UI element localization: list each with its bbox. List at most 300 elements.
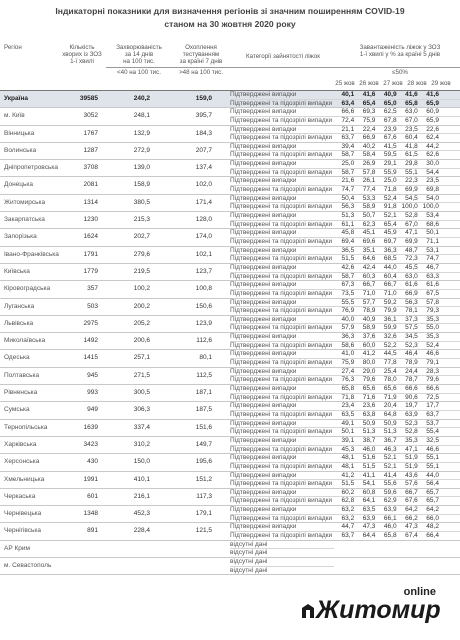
load-value: 80,0 (362, 359, 376, 367)
incidence-cell: 337,4 (133, 423, 150, 431)
load-value: 63,5 (362, 506, 376, 514)
load-value: 72,5 (426, 393, 439, 401)
load-value: 54,4 (426, 168, 439, 176)
region-name: Херсонська (4, 458, 40, 466)
load-values (333, 177, 460, 194)
load-value: 61,1 (341, 220, 355, 228)
load-value: 23,5 (405, 125, 418, 133)
load-row-confirmed-suspected (333, 151, 460, 160)
testing-cell: 80,1 (199, 354, 212, 362)
load-value: 55,0 (426, 324, 439, 332)
load-value: 50,9 (362, 419, 376, 427)
region-name: Житомирська (4, 198, 46, 206)
load-row-confirmed-suspected (333, 307, 460, 316)
category-confirmed-suspected: Підтверджені та підозрілі випадки (230, 99, 333, 107)
incidence-cell: 279,6 (133, 250, 150, 258)
load-value: 59,6 (383, 488, 397, 496)
table-row (0, 316, 460, 333)
category-cell (230, 281, 334, 298)
load-row-confirmed (333, 195, 460, 204)
load-value: 66,1 (383, 514, 397, 522)
load-values (333, 247, 460, 264)
date-1: 25 жов (335, 80, 355, 87)
load-value: 51,3 (362, 428, 376, 436)
load-value: 57,8 (426, 298, 439, 306)
category-cell (230, 333, 334, 350)
load-value: 66,6 (341, 108, 355, 116)
cases-cell: 1991 (83, 475, 98, 483)
load-value: 65,0 (383, 99, 397, 107)
load-value: 52,3 (405, 341, 418, 349)
load-value: 42,6 (341, 263, 355, 271)
load-value: 65,4 (383, 220, 397, 228)
category-confirmed-suspected: Підтверджені та підозрілі випадки (230, 376, 333, 384)
load-value: 67,0 (405, 220, 418, 228)
load-row-confirmed (333, 385, 460, 394)
load-value: 60,4 (383, 272, 397, 280)
load-value: 71,0 (362, 289, 376, 297)
load-value: 66,2 (405, 514, 418, 522)
load-values (333, 454, 460, 471)
load-value: 66,7 (362, 281, 376, 289)
load-value: 41,1 (362, 471, 376, 479)
category-confirmed-suspected: Підтверджені та підозрілі випадки (230, 341, 333, 349)
testing-cell: 102,0 (195, 181, 212, 189)
no-data-label: відсутні дані (230, 549, 268, 557)
load-value: 48,2 (426, 523, 439, 531)
table-row (0, 506, 460, 523)
load-row-confirmed (333, 108, 460, 117)
category-cell (230, 402, 334, 419)
load-value: 63,3 (426, 272, 439, 280)
load-value: 79,6 (362, 376, 376, 384)
category-cell (230, 212, 334, 229)
category-cell (230, 558, 334, 575)
load-value: 63,7 (426, 410, 439, 418)
testing-cell: 179,1 (195, 510, 212, 518)
region-name: Чернівецька (4, 510, 42, 518)
category-confirmed-suspected: Підтверджені та підозрілі випадки (230, 359, 333, 367)
load-value: 53,1 (426, 246, 439, 254)
load-value: 60,8 (362, 488, 376, 496)
load-value: 29,0 (362, 367, 376, 375)
incidence-cell: 248,1 (133, 112, 150, 120)
table-row (0, 385, 460, 402)
date-2: 26 жов (359, 80, 379, 87)
header-divider (106, 67, 460, 68)
load-value: 58,4 (362, 151, 376, 159)
load-value: 73,5 (341, 289, 355, 297)
load-value: 41,6 (405, 91, 418, 98)
load-value: 51,6 (362, 454, 376, 462)
load-value: 66,6 (426, 385, 439, 393)
threshold-incidence: <40 на 100 тис. (117, 69, 161, 76)
load-value: 74,7 (341, 186, 355, 194)
load-row-confirmed-suspected (333, 515, 460, 524)
load-value: 62,4 (426, 134, 439, 142)
load-value: 47,1 (405, 229, 418, 237)
load-values (333, 489, 460, 506)
load-value: 67,5 (426, 289, 439, 297)
load-value: 52,8 (405, 428, 418, 436)
load-value: 52,4 (426, 341, 439, 349)
load-row-confirmed (333, 402, 460, 411)
region-name: м. Київ (4, 112, 25, 120)
cases-cell: 949 (87, 406, 98, 414)
load-row-confirmed-suspected (333, 463, 460, 472)
load-value: 40,2 (362, 142, 376, 150)
load-value: 63,2 (341, 514, 355, 522)
category-confirmed: Підтверджені випадки (230, 420, 334, 429)
load-row-confirmed (333, 229, 460, 238)
load-value: 75,9 (341, 359, 355, 367)
load-value: 40,1 (341, 91, 355, 98)
header-incidence: Захворюваність за 14 днів на 100 тис. (116, 44, 162, 66)
category-confirmed: Підтверджені випадки (230, 160, 334, 169)
load-value: 67,4 (405, 532, 418, 540)
load-value: 54,1 (362, 480, 376, 488)
load-values (333, 350, 460, 367)
cases-cell: 1314 (83, 198, 98, 206)
load-values (333, 229, 460, 246)
watermark-logo-icon (302, 604, 314, 618)
load-value: 54,0 (426, 194, 439, 202)
testing-cell: 187,5 (195, 406, 212, 414)
load-row-confirmed-suspected (333, 290, 460, 299)
category-confirmed-suspected: Підтверджені та підозрілі випадки (230, 410, 333, 418)
category-cell (230, 160, 334, 177)
load-row-confirmed (333, 91, 460, 100)
category-confirmed: Підтверджені випадки (230, 368, 334, 377)
load-value: 20,4 (383, 402, 397, 410)
title-line-1: Індикаторні показники для визначення регіонів зі значним поширенням COVID-19 (55, 6, 405, 16)
cases-cell: 3423 (83, 440, 98, 448)
load-value: 24,4 (405, 367, 418, 375)
cases-cell: 1791 (83, 250, 98, 258)
load-value: 55,9 (383, 168, 397, 176)
load-value: 68,6 (426, 220, 439, 228)
load-value: 39,1 (341, 436, 355, 444)
testing-cell: 184,3 (195, 129, 212, 137)
testing-cell: 100,8 (195, 285, 212, 293)
load-value: 78,7 (405, 376, 418, 384)
category-cell (230, 489, 334, 506)
load-value: 27,4 (341, 367, 355, 375)
table-row (0, 108, 460, 125)
cases-cell: 1287 (83, 146, 98, 154)
load-value: 65,9 (426, 99, 439, 107)
title-line-2: станом на 30 жовтня 2020 року (164, 19, 296, 29)
date-3: 27 жов (383, 80, 403, 87)
cases-cell: 993 (87, 389, 98, 397)
load-value: 57,7 (362, 298, 376, 306)
load-value: 50,9 (383, 419, 397, 427)
region-name: Донецька (4, 181, 34, 189)
data-table (0, 91, 460, 575)
load-row-confirmed-suspected (333, 221, 460, 230)
table-row (0, 350, 460, 367)
load-value: 29,8 (405, 160, 418, 168)
load-value: 38,7 (362, 436, 376, 444)
load-value: 65,8 (405, 99, 418, 107)
load-value: 79,6 (426, 376, 439, 384)
region-name: Дніпропетровська (4, 164, 58, 172)
category-confirmed-suspected: Підтверджені та підозрілі випадки (230, 497, 333, 505)
load-value: 63,7 (341, 134, 355, 142)
category-confirmed: Підтверджені випадки (230, 108, 334, 117)
date-5: 29 жов (431, 80, 451, 87)
load-value: 23,6 (362, 402, 376, 410)
load-value: 17,7 (426, 402, 439, 410)
load-value: 46,6 (426, 350, 439, 358)
load-value: 79,1 (426, 359, 439, 367)
load-value: 58,6 (341, 341, 355, 349)
load-value: 63,9 (362, 514, 376, 522)
load-value: 69,7 (383, 237, 397, 245)
load-row-confirmed-suspected (333, 186, 460, 195)
load-value: 36,3 (383, 246, 397, 254)
region-name: Київська (4, 267, 30, 275)
testing-cell: 159,0 (195, 95, 212, 102)
category-cell (230, 523, 334, 540)
load-value: 45,8 (341, 229, 355, 237)
load-value: 69,6 (362, 237, 376, 245)
region-name: Закарпатська (4, 216, 45, 224)
load-values (333, 281, 460, 298)
load-value: 64,2 (405, 506, 418, 514)
header-load: Завантаженість ліжок у ЗОЗ 1-ї хвилі у % за країні 5 днів (359, 44, 441, 59)
category-confirmed-suspected: Підтверджені та підозрілі випадки (230, 237, 333, 245)
load-value: 51,5 (362, 462, 376, 470)
testing-cell: 187,1 (195, 389, 212, 397)
load-row-confirmed (333, 143, 460, 152)
load-values (333, 212, 460, 229)
incidence-cell: 202,7 (133, 233, 150, 241)
table-row (0, 160, 460, 177)
testing-cell: 128,0 (195, 216, 212, 224)
category-cell (230, 195, 334, 212)
load-value: 19,7 (405, 402, 418, 410)
load-value: 46,7 (426, 263, 439, 271)
load-value: 32,6 (383, 333, 397, 341)
category-confirmed-suspected: Підтверджені та підозрілі випадки (230, 134, 333, 142)
cases-cell: 2975 (83, 319, 98, 327)
load-value: 50,1 (341, 428, 355, 436)
table-row (0, 281, 460, 298)
threshold-testing: >48 на 100 тис. (179, 69, 223, 76)
cases-cell: 357 (87, 285, 98, 293)
load-value: 67,0 (405, 116, 418, 124)
load-value: 63,9 (405, 410, 418, 418)
load-value: 78,0 (383, 376, 397, 384)
cases-cell: 3708 (83, 164, 98, 172)
load-value: 100,0 (422, 203, 439, 211)
category-confirmed: Підтверджені випадки (230, 333, 334, 342)
load-value: 52,1 (383, 462, 397, 470)
category-cell (230, 108, 334, 125)
cases-cell: 1779 (83, 267, 98, 275)
cases-cell: 3052 (83, 112, 98, 120)
table-row (0, 333, 460, 350)
category-cell (230, 143, 334, 160)
incidence-cell: 200,2 (133, 302, 150, 310)
load-value: 67,6 (405, 497, 418, 505)
category-cell (230, 299, 334, 316)
load-value: 58,9 (362, 324, 376, 332)
testing-cell: 102,1 (195, 250, 212, 258)
load-row-confirmed (333, 333, 460, 342)
load-value: 79,3 (426, 307, 439, 315)
load-value: 69,4 (341, 237, 355, 245)
cases-cell: 1415 (83, 354, 98, 362)
load-row-confirmed (333, 437, 460, 446)
category-confirmed: Підтверджені випадки (230, 523, 334, 532)
load-values (333, 316, 460, 333)
load-value: 74,7 (426, 255, 439, 263)
load-value: 28,3 (426, 367, 439, 375)
load-value: 45,9 (383, 229, 397, 237)
load-value: 65,8 (383, 532, 397, 540)
testing-cell: 151,2 (195, 475, 212, 483)
load-value: 37,6 (362, 333, 376, 341)
region-name: Івано-Франківська (4, 250, 59, 258)
load-values (333, 264, 460, 281)
cases-cell: 430 (87, 458, 98, 466)
category-confirmed: Підтверджені випадки (230, 316, 334, 325)
cases-cell: 1624 (83, 233, 98, 241)
header-categories: Категорії зайнятості ліжок (246, 53, 320, 60)
load-values (333, 420, 460, 437)
load-row-confirmed-suspected (333, 169, 460, 178)
category-cell (230, 177, 334, 194)
category-confirmed: Підтверджені випадки (230, 385, 334, 394)
table-row (0, 454, 460, 471)
load-value: 37,3 (405, 315, 418, 323)
category-confirmed-suspected: Підтверджені та підозрілі випадки (230, 116, 333, 124)
load-value: 35,3 (426, 333, 439, 341)
load-value: 58,9 (362, 203, 376, 211)
category-confirmed: Підтверджені випадки (230, 350, 334, 359)
load-value: 71,6 (362, 393, 376, 401)
load-values (333, 195, 460, 212)
load-value: 59,2 (383, 298, 397, 306)
category-confirmed: Підтверджені випадки (230, 281, 334, 290)
load-value: 77,8 (383, 359, 397, 367)
incidence-cell: 200,6 (133, 337, 150, 345)
no-data-label: відсутні дані (230, 566, 268, 574)
load-row-confirmed-suspected (333, 342, 460, 351)
region-name: Луганська (4, 302, 35, 310)
load-value: 72,4 (341, 116, 355, 124)
load-values (333, 402, 460, 419)
load-value: 42,4 (362, 263, 376, 271)
incidence-cell: 139,0 (133, 164, 150, 172)
testing-cell: 395,7 (195, 112, 212, 120)
load-value: 63,4 (341, 99, 355, 107)
load-value: 49,1 (341, 419, 355, 427)
category-confirmed-suspected: Підтверджені та підозрілі випадки (230, 289, 333, 297)
load-value: 48,1 (341, 454, 355, 462)
category-confirmed-suspected: Підтверджені та підозрілі випадки (230, 462, 333, 470)
load-value: 65,6 (362, 385, 376, 393)
load-value: 69,9 (405, 186, 418, 194)
table-row (0, 229, 460, 246)
load-value: 67,6 (383, 134, 397, 142)
load-value: 63,0 (405, 272, 418, 280)
incidence-cell: 271,5 (133, 371, 150, 379)
no-data-label: відсутні дані (230, 541, 334, 550)
category-confirmed-suspected: Підтверджені та підозрілі випадки (230, 532, 333, 540)
load-row-confirmed (333, 523, 460, 532)
load-value: 79,9 (383, 307, 397, 315)
category-cell (230, 541, 334, 558)
header-region: Регіон (4, 44, 22, 51)
load-value: 30,0 (426, 160, 439, 168)
category-confirmed-suspected: Підтверджені та підозрілі випадки (230, 307, 333, 315)
load-value: 66,9 (405, 289, 418, 297)
category-confirmed-suspected: Підтверджені та підозрілі випадки (230, 445, 333, 453)
incidence-cell: 300,5 (133, 389, 150, 397)
load-value: 60,3 (362, 272, 376, 280)
category-confirmed: Підтверджені випадки (230, 299, 334, 308)
load-value: 53,4 (426, 212, 439, 220)
load-values (333, 126, 460, 143)
load-values (333, 143, 460, 160)
table-row (0, 472, 460, 489)
load-value: 66,7 (383, 281, 397, 289)
load-value: 41,6 (362, 91, 376, 98)
watermark-suffix: online (403, 586, 436, 598)
incidence-cell: 219,5 (133, 267, 150, 275)
load-row-confirmed-suspected (333, 117, 460, 126)
load-value: 55,6 (383, 480, 397, 488)
load-values (333, 368, 460, 385)
region-name: м. Севастополь (4, 562, 52, 570)
watermark-brand: Житомир (316, 596, 441, 624)
load-value: 57,6 (405, 480, 418, 488)
load-value: 52,8 (405, 212, 418, 220)
testing-cell: 137,4 (195, 164, 212, 172)
load-value: 25,0 (341, 160, 355, 168)
load-value: 64,6 (362, 255, 376, 263)
load-value: 69,3 (362, 108, 376, 116)
category-cell (230, 229, 334, 246)
load-value: 52,4 (383, 194, 397, 202)
incidence-cell: 380,5 (133, 198, 150, 206)
region-name: Полтавська (4, 371, 40, 379)
region-name: Миколаївська (4, 337, 46, 345)
category-confirmed: Підтверджені випадки (230, 472, 334, 481)
load-row-confirmed (333, 454, 460, 463)
region-name: Вінницька (4, 129, 35, 137)
table-row (0, 368, 460, 385)
load-value: 40,0 (341, 315, 355, 323)
load-values (333, 91, 460, 108)
load-value: 35,3 (426, 315, 439, 323)
table-row (0, 402, 460, 419)
category-cell (230, 385, 334, 402)
load-values (333, 299, 460, 316)
load-row-confirmed (333, 212, 460, 221)
load-value: 40,9 (362, 315, 376, 323)
region-name: Україна (4, 95, 29, 102)
load-value: 61,6 (426, 281, 439, 289)
load-value: 64,2 (426, 506, 439, 514)
load-value: 65,7 (426, 488, 439, 496)
load-values (333, 437, 460, 454)
load-value: 78,9 (405, 359, 418, 367)
load-row-confirmed (333, 489, 460, 498)
